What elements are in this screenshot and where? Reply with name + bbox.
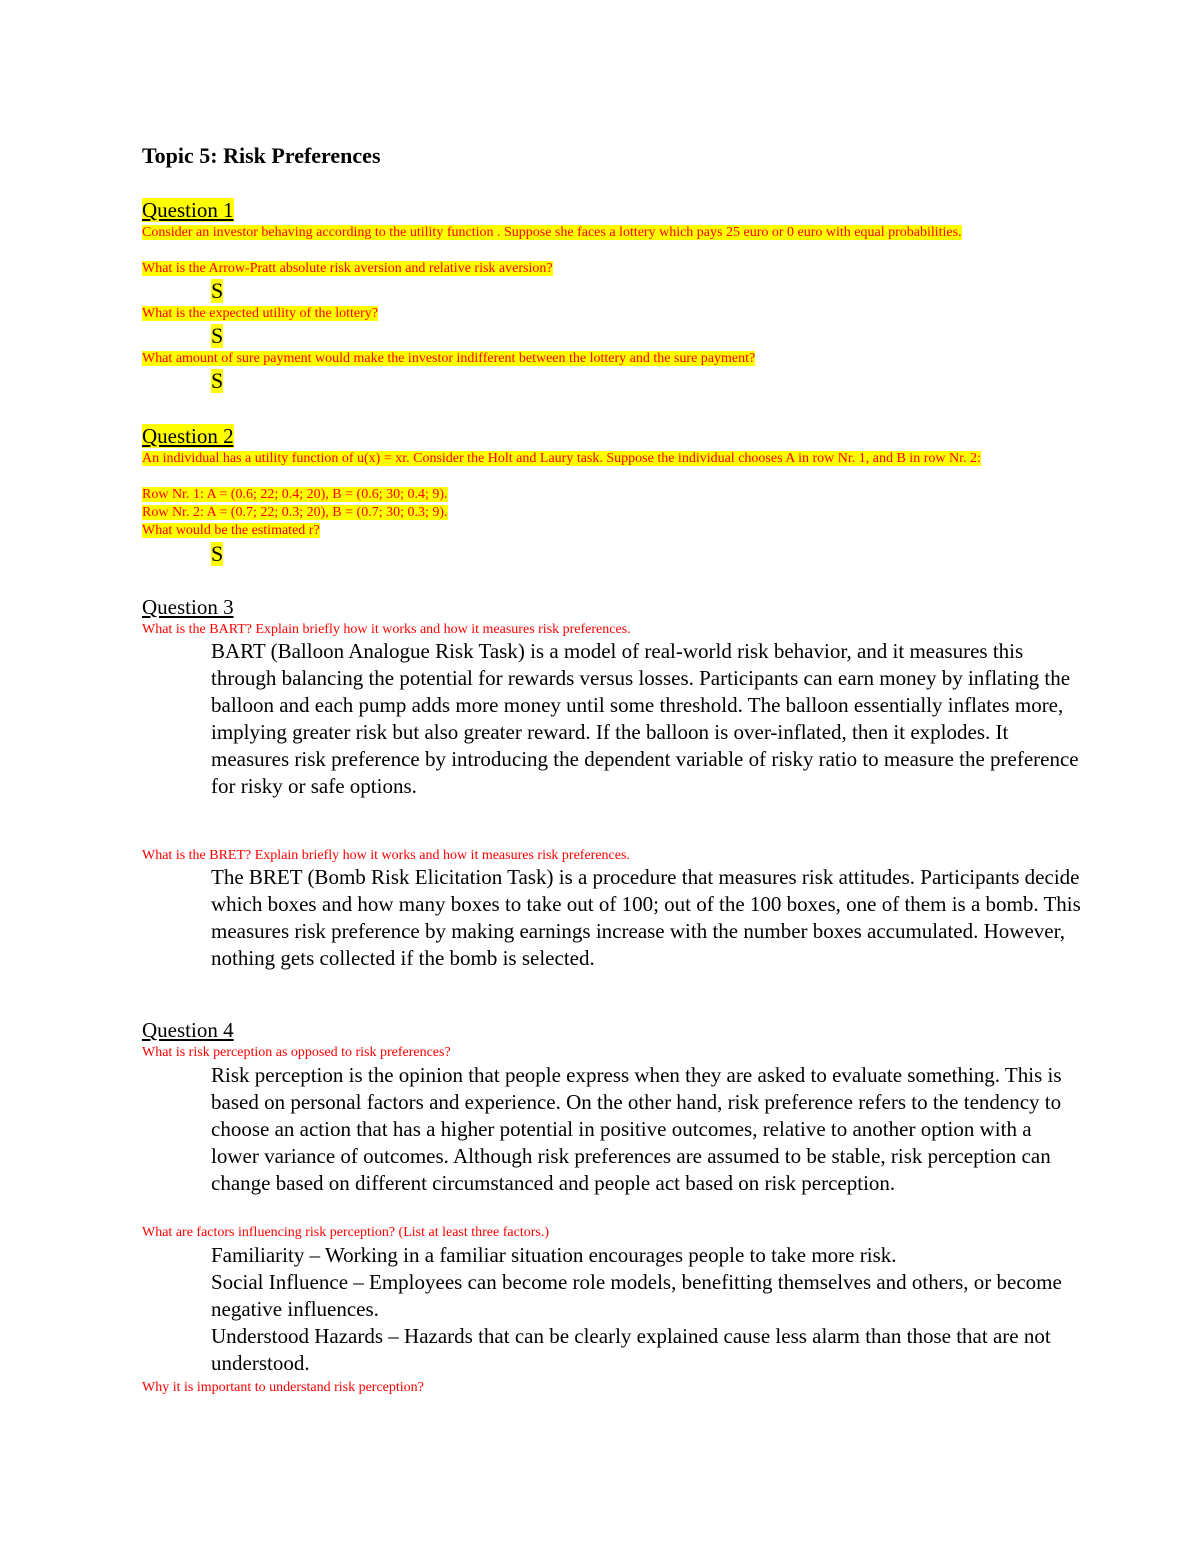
factor-familiarity: Familiarity – Working in a familiar situation encourages people to take more risk. xyxy=(211,1243,897,1267)
question-2-heading: Question 2 xyxy=(142,424,234,448)
question-4-factors-list xyxy=(211,1242,1081,1377)
question-3-bret-question: What is the BRET? Explain briefly how it works and how it measures risk preferences. xyxy=(142,848,630,863)
question-4-perception-question: What is risk perception as opposed to risk preferences? xyxy=(142,1045,451,1060)
question-1-sub-3: What amount of sure payment would make the investor indifferent between the lottery and the sure payment? xyxy=(142,351,756,366)
question-1-sub-2: What is the expected utility of the lottery? xyxy=(142,306,378,321)
question-3-bart-answer: BART (Balloon Analogue Risk Task) is a model of real-world risk behavior, and it measures this through balancing the potential for rewards versus losses. Participants can earn money by inflating the balloon and each pump adds more money until some threshold. The balloon essentially inflates more, implying greater risk but also greater reward. If the balloon is over-inflated, then it explodes. It measures risk preference by introducing the dependent variable of risky ratio to measure the preference for risky or safe options. xyxy=(211,639,1079,798)
question-1-answer-1: S xyxy=(211,278,224,303)
question-1-heading: Question 1 xyxy=(142,198,234,222)
question-4-why-question: Why it is important to understand risk perception? xyxy=(142,1380,424,1395)
question-3-bret-answer: The BRET (Bomb Risk Elicitation Task) is a procedure that measures risk attitudes. Participants decide which boxes and how many boxes to take out of 100; out of the 100 boxes, one of them is a bomb. This measures risk preference by making earnings increase with the number boxes accumulated. However, nothing gets collected if the bomb is selected. xyxy=(211,865,1081,970)
factor-understood-hazards: Understood Hazards – Hazards that can be clearly explained cause less alarm than those that are not understood. xyxy=(211,1324,1051,1375)
question-1-prompt: Consider an investor behaving according to the utility function . Suppose she faces a lottery which pays 25 euro or 0 euro with equal probabilities. xyxy=(142,225,962,240)
question-3-bart-question: What is the BART? Explain briefly how it works and how it measures risk preferences. xyxy=(142,622,631,637)
question-2-row-1: Row Nr. 1: A = (0.6; 22; 0.4; 20), B = (0.6; 30; 0.4; 9). xyxy=(142,487,448,502)
question-2-row-2: Row Nr. 2: A = (0.7; 22; 0.3; 20), B = (0.7; 30; 0.3; 9). xyxy=(142,505,448,520)
question-3-heading: Question 3 xyxy=(142,595,234,619)
question-1-sub-1: What is the Arrow-Pratt absolute risk aversion and relative risk aversion? xyxy=(142,261,553,276)
page-title: Topic 5: Risk Preferences xyxy=(142,143,381,168)
question-4-heading: Question 4 xyxy=(142,1018,234,1042)
question-4-perception-answer: Risk perception is the opinion that people express when they are asked to evaluate something. This is based on personal factors and experience. On the other hand, risk preference refers to the tendency to choose an action that has a higher potential in positive outcomes, relative to another option with a lower variance of outcomes. Although risk preferences are assumed to be stable, risk perception can change based on different circumstanced and people act based on risk perception. xyxy=(211,1063,1062,1195)
question-2-sub: What would be the estimated r? xyxy=(142,523,320,538)
question-2-prompt: An individual has a utility function of u(x) = xr. Consider the Holt and Laury task. Suppose the individual chooses A in row Nr. 1, and B in row Nr. 2: xyxy=(142,451,981,466)
question-2-answer: S xyxy=(211,541,224,566)
factor-social-influence: Social Influence – Employees can become role models, benefitting themselves and others, or become negative influences. xyxy=(211,1270,1062,1321)
question-1-answer-2: S xyxy=(211,323,224,348)
question-1-answer-3: S xyxy=(211,368,224,393)
question-4-factors-question: What are factors influencing risk perception? (List at least three factors.) xyxy=(142,1225,549,1240)
